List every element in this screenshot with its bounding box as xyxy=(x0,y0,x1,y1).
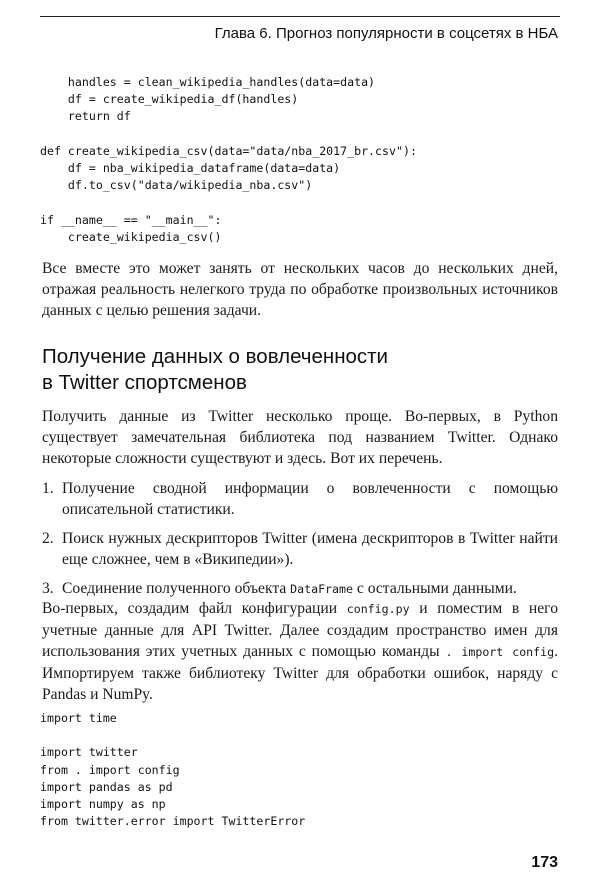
code-line: return df xyxy=(40,109,131,124)
code-line: import numpy as np xyxy=(40,797,166,812)
list-item-number: 3. xyxy=(42,580,54,597)
code-line: if __name__ == "__main__": xyxy=(40,212,222,227)
list-item-number: 2. xyxy=(42,530,54,547)
difficulty-list xyxy=(42,478,558,608)
code-line: df = nba_wikipedia_dataframe(data=data) xyxy=(40,161,341,176)
code-line: import time xyxy=(40,711,117,725)
code-line: def create_wikipedia_csv(data="data/nba_2017_br.csv"): xyxy=(40,143,417,158)
list-item xyxy=(42,578,558,600)
code-line: create_wikipedia_csv() xyxy=(40,229,222,244)
page-number: 173 xyxy=(531,854,558,871)
inline-code-dataframe: DataFrame xyxy=(290,582,353,596)
inline-code-import-config: . import config xyxy=(445,645,555,659)
list-item-number: 1. xyxy=(42,480,54,497)
config-text-2: и поместим в него учетные данные для API Twitter. Далее создадим пространство имен для использования этих учетных данных с помощью команды xyxy=(42,600,558,660)
config-text-1: Во-первых, создадим файл конфигурации xyxy=(42,600,347,617)
list-item-text-before: Соединение полученного объекта xyxy=(62,580,291,597)
code-line: from twitter.error import TwitterError xyxy=(40,814,306,829)
paragraph-config xyxy=(42,598,558,705)
config-text-3: . Импортируем также библиотеку Twitter для обработки ошибок, наряду с Pandas и NumPy. xyxy=(42,643,559,703)
section-heading-line2: в Twitter спортсменов xyxy=(42,371,247,394)
list-item xyxy=(42,478,558,520)
code-line: import pandas as pd xyxy=(40,779,173,794)
running-header: Глава 6. Прогноз популярности в соцсетях в НБА xyxy=(214,25,558,42)
code-line: df = create_wikipedia_df(handles) xyxy=(40,92,299,107)
inline-code-config-py: config.py xyxy=(346,602,410,616)
code-line: handles = clean_wikipedia_handles(data=data) xyxy=(40,75,376,89)
code-line: from . import config xyxy=(40,762,180,777)
list-item xyxy=(42,528,558,570)
code-line: import twitter xyxy=(40,745,138,760)
list-item-text-after: с остальными данными. xyxy=(352,580,517,597)
paragraph-twitter-intro: Получить данные из Twitter несколько проще. Во-первых, в Python существует замечательная библиотека под названием Twitter. Однако некоторые сложности существуют и здесь. Вот их перечень. xyxy=(42,408,558,467)
code-block-imports xyxy=(40,710,305,830)
section-heading xyxy=(42,344,558,396)
list-item-text: Получение сводной информации о вовлеченности с помощью описательной статистики. xyxy=(62,480,558,518)
section-heading-line1: Получение данных о вовлеченности xyxy=(42,345,389,368)
code-line: df.to_csv("data/wikipedia_nba.csv") xyxy=(40,178,313,193)
list-item-text: Поиск нужных дескрипторов Twitter (имена дескрипторов в Twitter найти еще сложнее, чем в «Википедии»). xyxy=(62,530,558,568)
code-block-wikipedia xyxy=(40,74,417,246)
paragraph-time-estimate: Все вместе это может занять от нескольких часов до нескольких дней, отражая реальность нелегкого труда по обработке произвольных источников данных с целью решения задачи. xyxy=(42,260,558,319)
header-rule xyxy=(40,16,560,17)
